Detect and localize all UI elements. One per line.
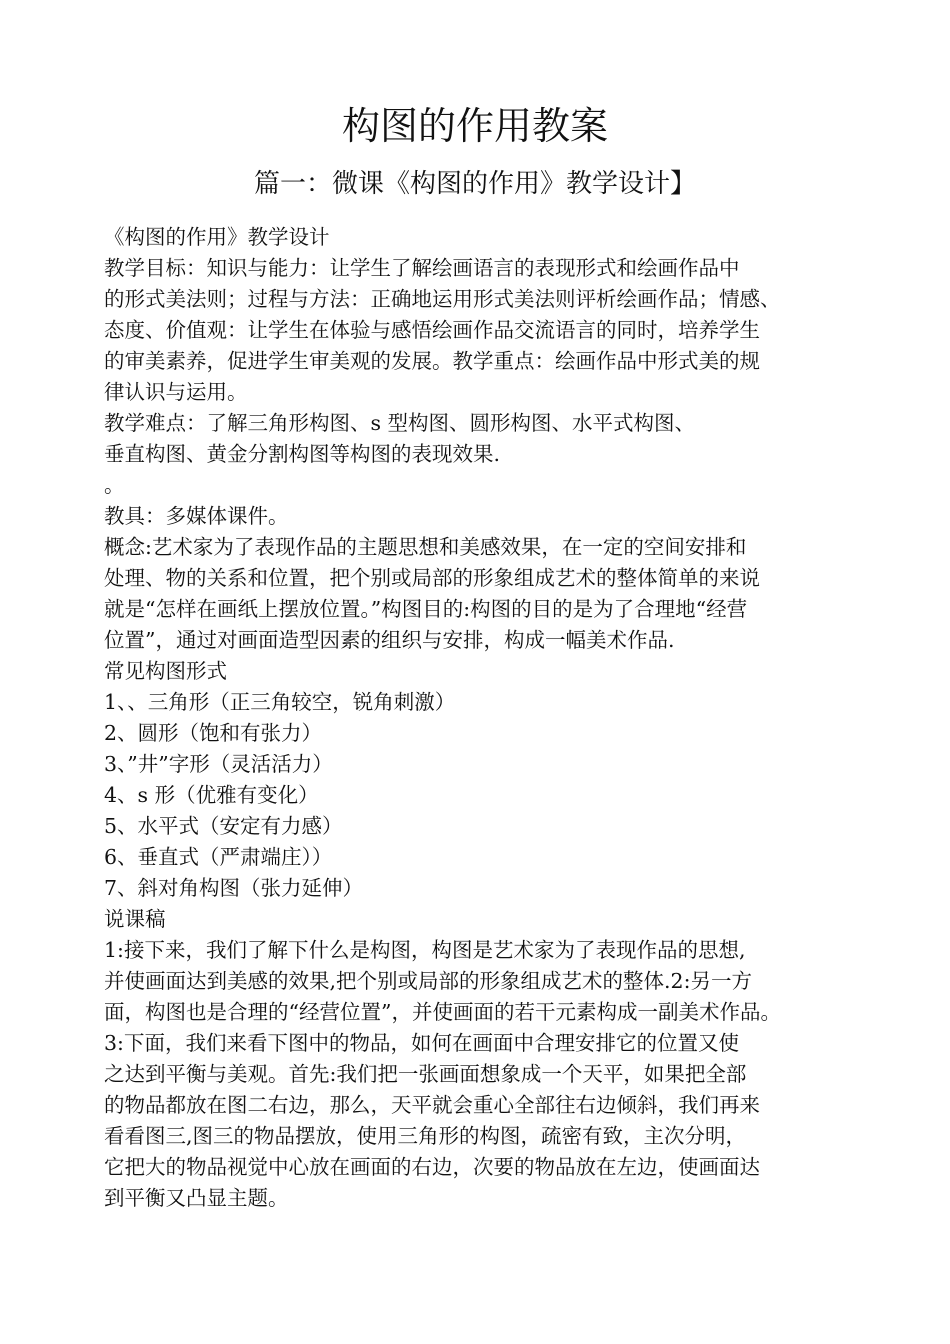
body-line: 教具：多媒体课件。 bbox=[104, 504, 289, 528]
list-item: 4、s 形（优雅有变化） bbox=[104, 783, 319, 807]
body-line: 面，构图也是合理的“经营位置”，并使画面的若干元素构成一副美术作品。 bbox=[104, 1000, 781, 1024]
body-line: 。 bbox=[104, 473, 125, 497]
body-line: 态度、价值观：让学生在体验与感悟绘画作品交流语言的同时，培养学生 bbox=[104, 318, 760, 342]
document-body bbox=[104, 222, 884, 1214]
body-line: 看看图三,图三的物品摆放，使用三角形的构图，疏密有致，主次分明， bbox=[104, 1124, 747, 1148]
body-line: 之达到平衡与美观。首先:我们把一张画面想象成一个天平，如果把全部 bbox=[104, 1062, 747, 1086]
body-line: 律认识与运用。 bbox=[104, 380, 248, 404]
section-heading: 说课稿 bbox=[104, 907, 166, 931]
page-title: 构图的作用教案 bbox=[341, 104, 608, 148]
list-item: 6、垂直式（严肃端庄）） bbox=[104, 845, 333, 869]
section-heading: 《构图的作用》教学设计 bbox=[104, 225, 330, 249]
body-line: 的物品都放在图二右边，那么，天平就会重心全部往右边倾斜，我们再来 bbox=[104, 1093, 760, 1117]
body-line: 垂直构图、黄金分割构图等构图的表现效果. bbox=[104, 442, 501, 466]
body-line: 它把大的物品视觉中心放在画面的右边，次要的物品放在左边，使画面达 bbox=[104, 1155, 760, 1179]
body-line: 位置”，通过对画面造型因素的组织与安排，构成一幅美术作品. bbox=[104, 628, 675, 652]
list-item: 1、、三角形（正三角较空，锐角刺激） bbox=[104, 690, 456, 714]
list-item: 3、”井”字形（灵活活力） bbox=[104, 752, 333, 776]
body-line: 处理、物的关系和位置，把个别或局部的形象组成艺术的整体简单的来说 bbox=[104, 566, 760, 590]
list-item: 5、水平式（安定有力感） bbox=[104, 814, 343, 838]
body-line: 到平衡又凸显主题。 bbox=[104, 1186, 289, 1210]
body-line: 教学目标：知识与能力：让学生了解绘画语言的表现形式和绘画作品中 bbox=[104, 256, 740, 280]
body-line: 并使画面达到美感的效果,把个别或局部的形象组成艺术的整体.2:另一方 bbox=[104, 969, 752, 993]
body-line: 3:下面，我们来看下图中的物品，如何在画面中合理安排它的位置又使 bbox=[104, 1031, 739, 1055]
body-line: 的形式美法则；过程与方法：正确地运用形式美法则评析绘画作品；情感、 bbox=[104, 287, 781, 311]
body-line: 的审美素养，促进学生审美观的发展。教学重点：绘画作品中形式美的规 bbox=[104, 349, 760, 373]
section-heading: 常见构图形式 bbox=[104, 659, 227, 683]
body-line: 1:接下来，我们了解下什么是构图，构图是艺术家为了表现作品的思想, bbox=[104, 938, 746, 962]
page-subtitle: 篇一：微课《构图的作用》教学设计】 bbox=[253, 169, 696, 199]
list-item: 2、圆形（饱和有张力） bbox=[104, 721, 323, 745]
body-line: 教学难点：了解三角形构图、s 型构图、圆形构图、水平式构图、 bbox=[104, 411, 696, 435]
list-item: 7、斜对角构图（张力延伸） bbox=[104, 876, 364, 900]
body-line: 就是“怎样在画纸上摆放位置。”构图目的:构图的目的是为了合理地“经营 bbox=[104, 597, 748, 621]
body-line: 概念:艺术家为了表现作品的主题思想和美感效果，在一定的空间安排和 bbox=[104, 535, 747, 559]
